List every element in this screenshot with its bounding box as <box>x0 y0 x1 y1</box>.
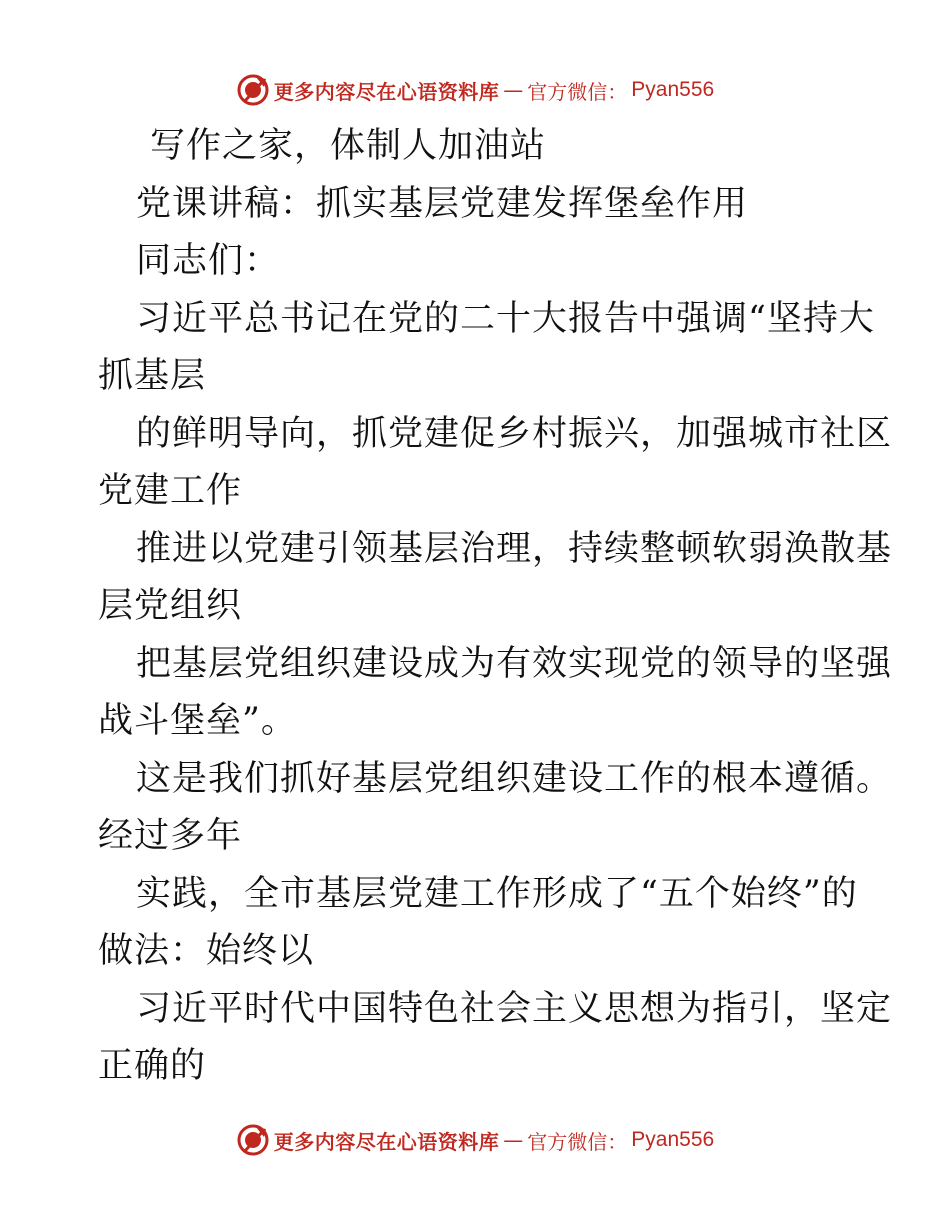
header-banner-content <box>236 73 714 107</box>
doc-line: 习近平总书记在党的二十大报告中强调“坚持大 <box>136 298 875 339</box>
fountain-pen-seal-icon <box>236 1123 270 1157</box>
doc-line: 正确的 <box>98 1046 207 1086</box>
doc-line: 的鲜明导向，抓党建促乡村振兴，加强城市社区 <box>136 413 893 454</box>
footer-banner-content <box>236 1123 714 1157</box>
doc-line-salutation: 同志们： <box>136 241 281 281</box>
doc-line-site-slogan: 写作之家，体制人加油站 <box>150 126 547 166</box>
footer-banner-wechat-label: 官方微信： <box>527 1129 628 1154</box>
header-banner-text: 更多内容尽在心语资料库 <box>273 79 500 104</box>
doc-line: 这是我们抓好基层党组织建设工作的根本遵循。 <box>136 758 893 799</box>
doc-line-title: 党课讲稿：抓实基层党建发挥堡垒作用 <box>136 183 749 224</box>
footer-banner-wechat-id: Pyan556 <box>631 1128 715 1151</box>
header-banner-wechat-id: Pyan556 <box>631 78 715 101</box>
doc-line: 经过多年 <box>98 816 243 856</box>
doc-line: 习近平时代中国特色社会主义思想为指引，坚定 <box>136 988 893 1029</box>
header-banner-wechat-label: 官方微信： <box>527 79 628 104</box>
doc-line: 层党组织 <box>98 586 243 626</box>
doc-line: 实践，全市基层党建工作形成了“五个始终”的 <box>136 873 858 914</box>
doc-line: 做法：始终以 <box>98 931 315 971</box>
doc-line: 战斗堡垒”。 <box>98 701 297 741</box>
doc-line: 抓基层 <box>98 356 207 396</box>
header-banner <box>0 70 950 110</box>
footer-banner <box>0 1120 950 1160</box>
fountain-pen-seal-icon <box>236 73 270 107</box>
header-banner-dash: — <box>503 78 524 102</box>
footer-banner-text: 更多内容尽在心语资料库 <box>273 1129 500 1154</box>
doc-line: 推进以党建引领基层治理，持续整顿软弱涣散基 <box>136 528 893 569</box>
footer-banner-dash: — <box>503 1128 524 1152</box>
document-body <box>98 118 893 1096</box>
doc-line: 把基层党组织建设成为有效实现党的领导的坚强 <box>136 643 893 684</box>
doc-line: 党建工作 <box>98 471 243 511</box>
